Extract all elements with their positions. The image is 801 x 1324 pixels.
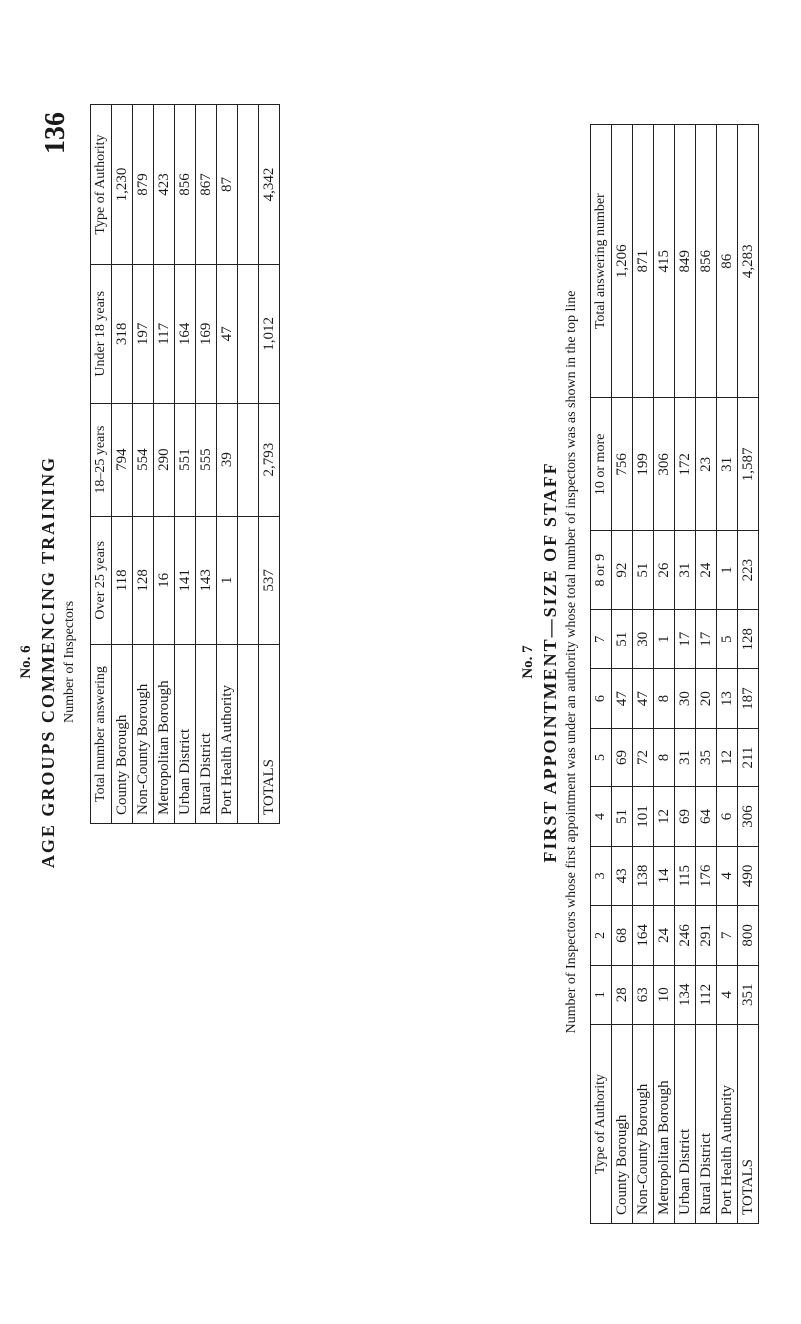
t7-row: [654, 125, 675, 1224]
t7-row: [717, 125, 738, 1224]
t7-cell: 187: [738, 669, 759, 728]
t7-cell: 10: [654, 965, 675, 1024]
t7-cell: 47: [612, 669, 633, 728]
t6-row-label: Non-County Borough: [133, 645, 154, 824]
t7-cell: 24: [696, 531, 717, 610]
t6-cell: 117: [154, 265, 175, 404]
t7-header: 3: [591, 846, 612, 905]
t6-col-over25: Under 18 years: [91, 265, 112, 404]
t7-cell: 164: [633, 906, 654, 965]
t7-cell: 68: [612, 906, 633, 965]
t6-col-under18: Over 25 years: [91, 516, 112, 644]
table7-subtitle: Number of Inspectors whose first appointment was under an authority whose total number of inspectors was as shown in the top line: [564, 290, 579, 1034]
t7-row: [675, 125, 696, 1224]
t7-header: 4: [591, 787, 612, 846]
t7-cell: 47: [633, 669, 654, 728]
t7-cell: 13: [717, 669, 738, 728]
t7-cell: 35: [696, 728, 717, 786]
t6-cell: 555: [196, 403, 217, 516]
t7-header: 1: [591, 965, 612, 1024]
t7-cell: 800: [738, 906, 759, 965]
t7-cell: 51: [633, 531, 654, 610]
t7-cell: 306: [738, 787, 759, 846]
t6-cell: 87: [217, 105, 238, 265]
table6: [90, 104, 280, 824]
t7-cell: 8: [654, 669, 675, 728]
t7-cell: 43: [612, 846, 633, 905]
t7-cell: 51: [612, 609, 633, 668]
t6-cell: 551: [175, 403, 196, 516]
t7-cell: 17: [675, 609, 696, 668]
t6-cell: 554: [133, 403, 154, 516]
t6-cell: 879: [133, 105, 154, 265]
t6-cell: 169: [196, 265, 217, 404]
t7-cell: 64: [696, 787, 717, 846]
t6-row-label: County Borough: [112, 645, 133, 824]
t7-cell: 291: [696, 906, 717, 965]
table7-number: No. 7: [520, 645, 536, 679]
t7-cell: 4,283: [738, 125, 759, 398]
t7-cell: 856: [696, 125, 717, 398]
t7-cell: 415: [654, 125, 675, 398]
t7-cell: 31: [717, 398, 738, 531]
t7-cell: 849: [675, 125, 696, 398]
t6-cell: 290: [154, 403, 175, 516]
t7-cell: 101: [633, 787, 654, 846]
t7-cell: 30: [633, 609, 654, 668]
t7-cell: 86: [717, 125, 738, 398]
t6-cell: 856: [175, 105, 196, 265]
t6-cell: 128: [133, 516, 154, 644]
t6-cell: 1,012: [259, 265, 280, 404]
t7-cell: 69: [675, 787, 696, 846]
t7-cell: 138: [633, 846, 654, 905]
t6-row-label: Urban District: [175, 645, 196, 824]
t7-header: 6: [591, 669, 612, 728]
t6-cell: 39: [217, 403, 238, 516]
t7-cell: 112: [696, 965, 717, 1024]
t6-cell: 423: [154, 105, 175, 265]
t6-cell: 537: [259, 516, 280, 644]
t7-cell: 20: [696, 669, 717, 728]
t6-cell: 1: [217, 516, 238, 644]
t7-header: 7: [591, 609, 612, 668]
t6-row-label: [238, 645, 259, 824]
t7-header: 2: [591, 906, 612, 965]
t6-cell: 4,342: [259, 105, 280, 265]
t7-cell: 1: [654, 609, 675, 668]
t6-cell: [238, 105, 259, 265]
t7-cell: 28: [612, 965, 633, 1024]
t7-cell: 51: [612, 787, 633, 846]
t7-cell: 17: [696, 609, 717, 668]
t7-cell: 134: [675, 965, 696, 1024]
t7-cell: 14: [654, 846, 675, 905]
t7-cell: 176: [696, 846, 717, 905]
t6-row: [196, 105, 217, 824]
t6-cell: [238, 265, 259, 404]
t7-row-label: Port Health Authority: [717, 1025, 738, 1224]
t6-col-total: Type of Authority: [91, 105, 112, 265]
t7-cell: 871: [633, 125, 654, 398]
t6-cell: 141: [175, 516, 196, 644]
t7-body: [612, 125, 759, 1224]
t7-cell: 128: [738, 609, 759, 668]
t6-cell: 16: [154, 516, 175, 644]
t7-cell: 115: [675, 846, 696, 905]
t7-cell: 23: [696, 398, 717, 531]
t7-cell: 26: [654, 531, 675, 610]
t6-cell: 318: [112, 265, 133, 404]
t7-cell: 4: [717, 965, 738, 1024]
t7-cell: 211: [738, 728, 759, 786]
t7-cell: 30: [675, 669, 696, 728]
table6-subtitle: Number of Inspectors: [62, 600, 77, 724]
t6-row-label: Port Health Authority: [217, 645, 238, 824]
t7-cell: 4: [717, 846, 738, 905]
t7-cell: 490: [738, 846, 759, 905]
t6-row: [217, 105, 238, 824]
t7-cell: 31: [675, 728, 696, 786]
t6-row: [112, 105, 133, 824]
t7-cell: 69: [612, 728, 633, 786]
table7-title: FIRST APPOINTMENT—SIZE OF STAFF: [540, 461, 560, 863]
t6-row: [259, 105, 280, 824]
t6-cell: 164: [175, 265, 196, 404]
t7-cell: 7: [717, 906, 738, 965]
t6-col-type: Total number answering: [91, 645, 112, 824]
t7-cell: 306: [654, 398, 675, 531]
table6-number: No. 6: [18, 645, 34, 679]
t7-cell: 1,206: [612, 125, 633, 398]
t6-row: [238, 105, 259, 824]
t7-cell: 72: [633, 728, 654, 786]
t7-row-label: Urban District: [675, 1025, 696, 1224]
t6-cell: 794: [112, 403, 133, 516]
t7-row: [633, 125, 654, 1224]
t6-col-18-25: 18–25 years: [91, 403, 112, 516]
t7-header: 8 or 9: [591, 531, 612, 610]
t7-cell: 172: [675, 398, 696, 531]
t6-row: [154, 105, 175, 824]
table6-title: AGE GROUPS COMMENCING TRAINING: [38, 455, 58, 869]
t7-cell: 756: [612, 398, 633, 531]
t7-cell: 6: [717, 787, 738, 846]
t7-header: 10 or more: [591, 398, 612, 531]
t7-cell: 24: [654, 906, 675, 965]
t7-cell: 199: [633, 398, 654, 531]
t7-cell: 1,587: [738, 398, 759, 531]
t6-row: [133, 105, 154, 824]
t7-cell: 63: [633, 965, 654, 1024]
t7-row-label: Metropolitan Borough: [654, 1025, 675, 1224]
t6-cell: [238, 516, 259, 644]
t6-cell: 143: [196, 516, 217, 644]
t7-header: 5: [591, 728, 612, 786]
t6-row-label: Rural District: [196, 645, 217, 824]
t6-body: [112, 105, 280, 824]
t7-row-label: Non-County Borough: [633, 1025, 654, 1224]
t7-header: Total answering number: [591, 125, 612, 398]
t6-cell: 47: [217, 265, 238, 404]
t7-cell: 92: [612, 531, 633, 610]
t6-cell: 867: [196, 105, 217, 265]
t7-cell: 351: [738, 965, 759, 1024]
t7-cell: 12: [717, 728, 738, 786]
page-number: 136: [40, 112, 71, 154]
t6-cell: 2,793: [259, 403, 280, 516]
table7: [590, 124, 759, 1224]
t6-cell: 197: [133, 265, 154, 404]
t7-cell: 246: [675, 906, 696, 965]
t7-row: [612, 125, 633, 1224]
t7-cell: 12: [654, 787, 675, 846]
t7-cell: 5: [717, 609, 738, 668]
t6-cell: 1,230: [112, 105, 133, 265]
t7-row: [696, 125, 717, 1224]
t7-row-label: County Borough: [612, 1025, 633, 1224]
t7-row: [738, 125, 759, 1224]
t6-cell: 118: [112, 516, 133, 644]
t6-row: [175, 105, 196, 824]
t6-row-label: Metropolitan Borough: [154, 645, 175, 824]
t7-row-label: Rural District: [696, 1025, 717, 1224]
t6-cell: [238, 403, 259, 516]
t6-row-label: TOTALS: [259, 645, 280, 824]
t7-cell: 223: [738, 531, 759, 610]
t7-row-label: TOTALS: [738, 1025, 759, 1224]
t7-header: Type of Authority: [591, 1025, 612, 1224]
t7-cell: 8: [654, 728, 675, 786]
t7-cell: 1: [717, 531, 738, 610]
t7-cell: 31: [675, 531, 696, 610]
